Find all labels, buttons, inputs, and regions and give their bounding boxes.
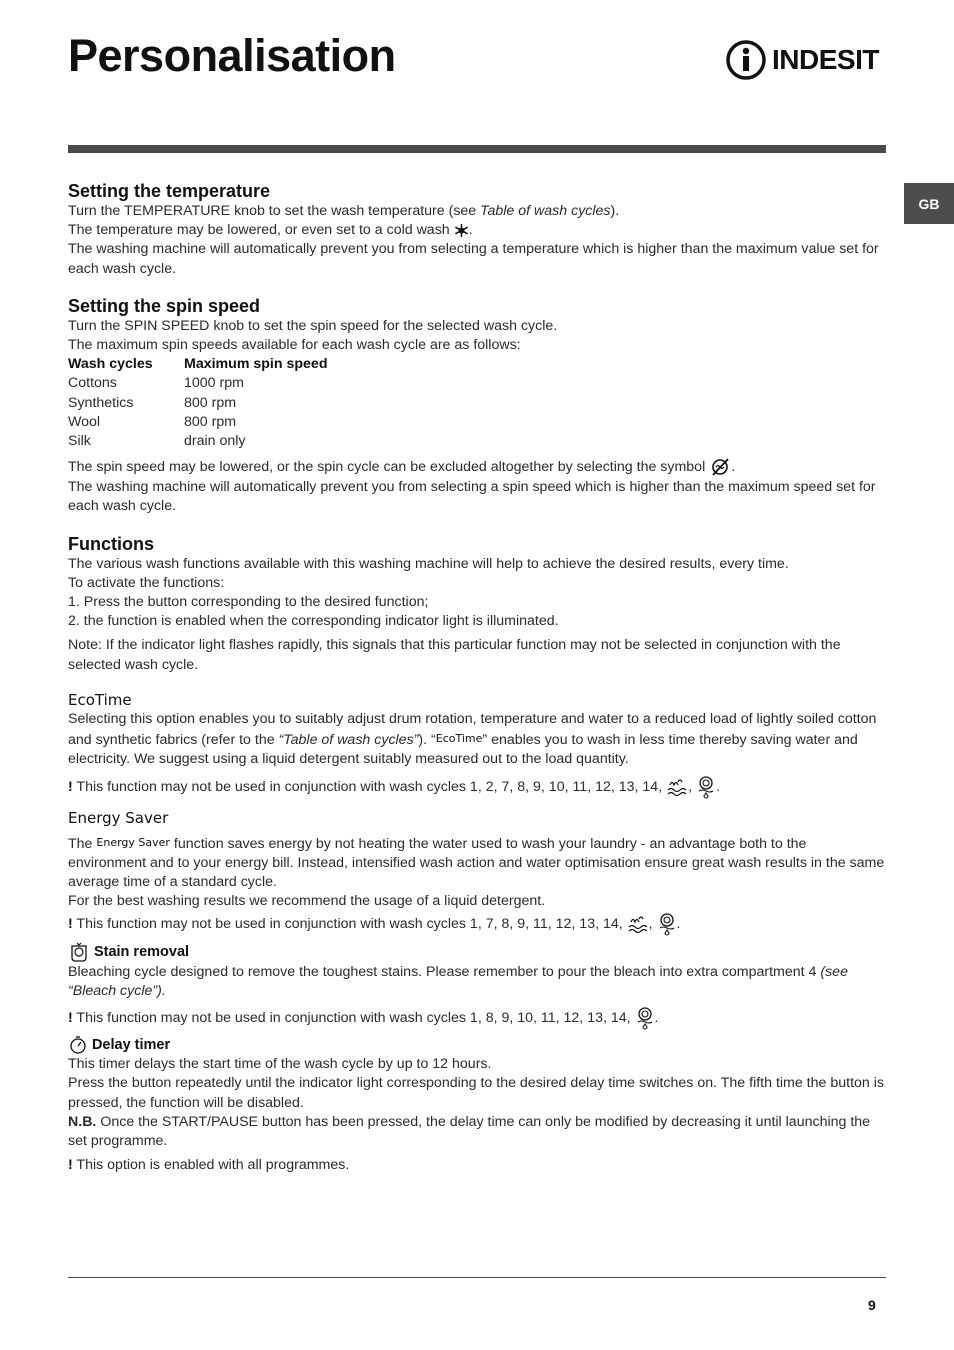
delay-timer-header (68, 1035, 886, 1055)
functions-heading: Functions (68, 533, 154, 554)
delay-timer-section (68, 1035, 886, 1175)
stopwatch-icon (68, 1035, 88, 1055)
table-cell: 800 rpm (184, 413, 237, 430)
table-cell: 800 rpm (184, 394, 237, 411)
spin-heading: Setting the spin speed (68, 295, 261, 316)
spin-line1: Turn the SPIN SPEED knob to set the spin speed for the selected wash cycle. (68, 317, 558, 334)
page-content (68, 180, 886, 1175)
energy-saver-text-2: For the best washing results we recommend the usage of a liquid detergent. (68, 893, 546, 910)
energy-saver-warning: ! This function may not be used in conjunction with wash cycles 1, 7, 8, 9, 11, 12, 13, 14, , . (68, 912, 886, 936)
table-cell: 1000 rpm (184, 375, 244, 392)
functions-activate: To activate the functions: (68, 574, 225, 591)
temperature-heading: Setting the temperature (68, 181, 271, 201)
page-number: 9 (868, 1297, 876, 1313)
table-header: Wash cycles (68, 356, 153, 373)
table-header-row (68, 355, 328, 374)
temperature-line3: The washing machine will automatically prevent you from selecting a temperature which is higher than the maximum value set for each wash cycle. (68, 241, 879, 277)
temperature-line1: Turn the TEMPERATURE knob to set the wash temperature (see Table of wash cycles). (68, 203, 620, 219)
stain-removal-section (68, 941, 886, 1030)
energy-saver-text: The Energy Saver function saves energy by not heating the water used to wash your laundry - an advantage both to the environment and to your energy bill. Instead, intensified wash action and water optimisation ensure great wash results in the same average time of a standard cycle. (68, 835, 885, 891)
delay-timer-line1: This timer delays the start time of the wash cycle by up to 12 hours. (68, 1056, 492, 1073)
snowflake-icon (454, 223, 469, 238)
table-cell: drain only (184, 433, 246, 450)
stain-removal-title: Stain removal (93, 943, 190, 960)
ecotime-warning: ! This function may not be used in conjunction with wash cycles 1, 2, 7, 8, 9, 10, 11, 12, 13, 14, , . (68, 775, 886, 799)
ecotime-text: Selecting this option enables you to suitably adjust drum rotation, temperature and water to a reduced load of lightly soiled cotton and synthetic fabrics (refer to the “Table of wash cycles”). “EcoTime” enables you to wash in less time thereby saving water and electricity. We suggest using a liquid detergent suitably measured out to the load quantity. (68, 711, 877, 768)
table-header: Maximum spin speed (184, 356, 328, 373)
indesit-i-icon (726, 40, 766, 80)
ecotime-inline-logo: EcoTime (435, 732, 483, 746)
table-row (68, 374, 328, 393)
spin-drain-icon (696, 775, 716, 799)
brand-logo (726, 40, 879, 80)
spin-line4: The washing machine will automatically prevent you from selecting a spin speed which is higher than the maximum speed set for each wash cycle. (68, 479, 876, 515)
footer-divider (68, 1277, 886, 1278)
spin-section (68, 295, 886, 517)
table-row (68, 432, 328, 451)
ecotime-section (68, 691, 886, 799)
spin-speed-table (68, 355, 328, 451)
functions-step-2: 2. the function is enabled when the corresponding indicator light is illuminated. (68, 613, 559, 630)
spin-line3: The spin speed may be lowered, or the spin cycle can be excluded altogether by selecting the symbol . (68, 456, 886, 478)
table-row (68, 394, 328, 413)
functions-section (68, 533, 886, 675)
energy-saver-section (68, 809, 886, 936)
functions-note: Note: If the indicator light flashes rapidly, this signals that this particular function may not be selected in conjunction with the selected wash cycle. (68, 637, 841, 673)
stain-removal-header (68, 941, 886, 963)
delay-timer-warning: ! This option is enabled with all programmes. (68, 1157, 350, 1174)
temperature-section (68, 180, 886, 279)
energy-saver-inline-logo: Energy Saver (96, 835, 170, 849)
delay-timer-line2: Press the button repeatedly until the indicator light corresponding to the desired delay time switches on. The fifth time the button is pressed, the function will be disabled. (68, 1075, 884, 1111)
spin-line2: The maximum spin speeds available for each wash cycle are as follows: (68, 337, 521, 354)
mix-wash-icon (627, 914, 649, 934)
delay-timer-title: Delay timer (91, 1036, 171, 1053)
stain-removal-text: Bleaching cycle designed to remove the toughest stains. Please remember to pour the bleach into extra compartment 4 (see “Bleach cycle”). (68, 963, 848, 999)
brand-name: INDESIT (772, 44, 879, 75)
temperature-line2: The temperature may be lowered, or even set to a cold wash . (68, 222, 473, 239)
spin-drain-icon (635, 1006, 655, 1030)
table-cell: Wool (68, 413, 101, 430)
spin-drain-icon (657, 912, 677, 936)
header-divider (68, 145, 886, 153)
table-row (68, 413, 328, 432)
energy-saver-logo: Energy Saver (68, 808, 169, 827)
mix-wash-icon (666, 777, 688, 797)
no-spin-icon (709, 456, 731, 478)
functions-step-1: 1. Press the button corresponding to the desired function; (68, 594, 429, 611)
stain-removal-warning: ! This function may not be used in conjunction with wash cycles 1, 8, 9, 10, 11, 12, 13, 14, . (68, 1006, 886, 1030)
table-cell: Silk (68, 433, 91, 450)
page-title: Personalisation (68, 30, 396, 81)
stain-removal-icon (68, 941, 90, 963)
delay-timer-nb: N.B. Once the START/PAUSE button has been pressed, the delay time can only be modified by decreasing it until launching the set programme. (68, 1113, 871, 1149)
table-cell: Cottons (68, 375, 117, 392)
table-cell: Synthetics (68, 394, 134, 411)
language-tab: GB (904, 183, 954, 224)
functions-intro: The various wash functions available with this washing machine will help to achieve the desired results, every time. (68, 555, 789, 572)
ecotime-logo: EcoTime (68, 690, 132, 709)
